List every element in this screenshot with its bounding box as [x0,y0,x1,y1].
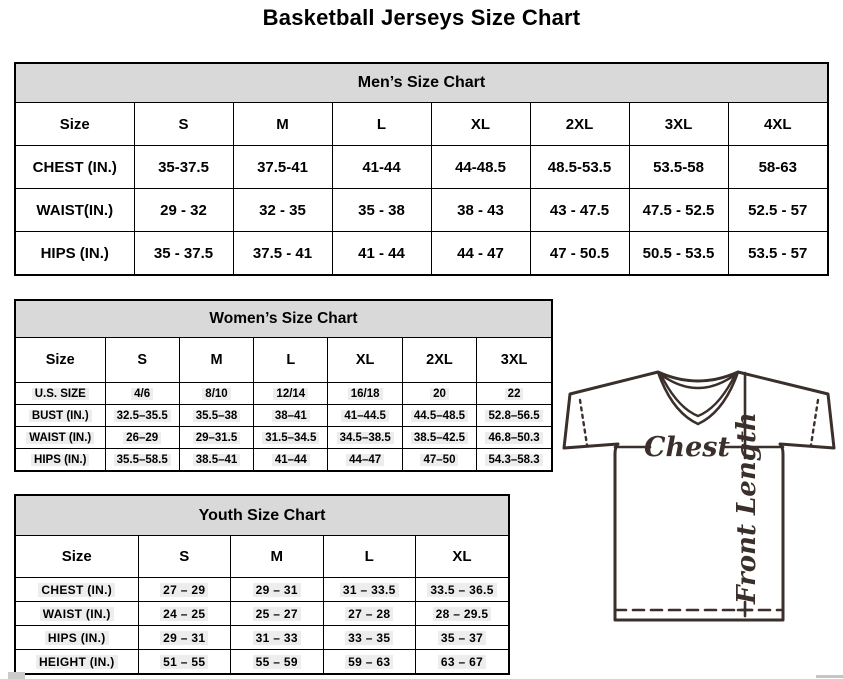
youth-row-0-value-2-text: 31 – 33.5 [340,583,399,597]
youth-size-col-3: XL [416,536,509,578]
men-size-col-0: S [134,103,233,146]
women-size-col-0: S [105,338,179,383]
youth-row-3-value-2-text: 59 – 63 [345,655,393,669]
women-row-3-value-2 [254,449,328,471]
women-row-1-label-text: BUST (IN.) [29,410,92,422]
youth-row-2-value-0 [138,626,231,650]
youth-row-2-value-1 [231,626,324,650]
youth-row-1-label-text: WAIST (IN.) [40,607,114,621]
jersey-measurement-diagram [556,356,843,632]
youth-row-3-label-text: HEIGHT (IN.) [36,655,118,669]
jersey-outline-icon [564,372,834,620]
youth-row-1-value-0-text: 24 – 25 [160,607,208,621]
youth-row-2-value-1-text: 31 – 33 [253,631,301,645]
youth-row-1-value-2-text: 27 – 28 [345,607,393,621]
men-size-header-row [16,103,827,146]
women-row-3-value-2-text: 41–44 [272,454,310,466]
page-edge-artifact-right [816,675,843,678]
women-row-0-value-5-text: 22 [505,388,524,400]
mens-size-chart-header: Men’s Size Chart [16,64,827,103]
women-row-0-value-4 [402,383,476,405]
youth-row-3-value-1 [231,650,324,674]
women-row-1-value-4 [402,405,476,427]
men-size-label: Size [16,103,134,146]
women-row-1-value-0-text: 32.5–35.5 [114,410,171,422]
women-row-1-value-1 [179,405,253,427]
page-title: Basketball Jerseys Size Chart [262,5,581,30]
women-row-1-label [16,405,105,427]
women-row-0-value-4-text: 20 [430,388,449,400]
youth-row-2-value-0-text: 29 – 31 [160,631,208,645]
men-row-0-value-3: 44-48.5 [431,146,530,189]
youth-row-1-value-0 [138,602,231,626]
women-measurement-row-1 [16,405,551,427]
women-row-3-value-5-text: 54.3–58.3 [485,454,542,466]
women-row-0-value-1-text: 8/10 [202,388,230,400]
women-row-2-value-4-text: 38.5–42.5 [411,432,468,444]
youth-size-label: Size [16,536,138,578]
women-row-1-value-2 [254,405,328,427]
men-size-col-4: 2XL [530,103,629,146]
men-row-1-value-6: 52.5 - 57 [728,189,827,232]
women-row-2-value-1 [179,427,253,449]
women-row-2-label [16,427,105,449]
men-row-2-value-0: 35 - 37.5 [134,232,233,275]
women-row-0-value-1 [179,383,253,405]
left-cuff-dash-icon [580,400,587,445]
youth-row-2-value-2 [323,626,416,650]
men-row-2-value-6: 53.5 - 57 [728,232,827,275]
youth-row-3-value-1-text: 55 – 59 [253,655,301,669]
youth-row-0-label [16,578,138,602]
youth-size-col-0: S [138,536,231,578]
youth-row-1-value-2 [323,602,416,626]
women-row-0-label [16,383,105,405]
men-size-col-5: 3XL [629,103,728,146]
women-row-2-value-1-text: 29–31.5 [193,432,241,444]
youth-row-0-value-0-text: 27 – 29 [160,583,208,597]
women-row-2-value-3 [328,427,402,449]
men-row-2-value-5: 50.5 - 53.5 [629,232,728,275]
men-row-1-value-1: 32 - 35 [233,189,332,232]
women-row-1-value-1-text: 35.5–38 [193,410,241,422]
women-row-2-value-4 [402,427,476,449]
mens-size-table [16,103,827,274]
men-row-0-label: CHEST (IN.) [16,146,134,189]
men-size-col-6: 4XL [728,103,827,146]
women-size-col-2: L [254,338,328,383]
men-row-0-value-6: 58-63 [728,146,827,189]
youth-row-2-label-text: HIPS (IN.) [45,631,109,645]
men-row-0-value-1: 37.5-41 [233,146,332,189]
right-cuff-dash-icon [811,400,818,445]
womens-size-chart-header: Women’s Size Chart [16,301,551,338]
women-row-2-value-3-text: 34.5–38.5 [337,432,394,444]
men-row-1-value-4: 43 - 47.5 [530,189,629,232]
women-row-1-value-2-text: 38–41 [272,410,310,422]
youth-row-0-value-1 [231,578,324,602]
chest-label: Chest [644,432,730,463]
women-row-2-value-5-text: 46.8–50.3 [485,432,542,444]
men-row-1-value-5: 47.5 - 52.5 [629,189,728,232]
women-size-col-4: 2XL [402,338,476,383]
men-row-1-value-2: 35 - 38 [332,189,431,232]
women-row-2-value-0-text: 26–29 [123,432,161,444]
men-row-0-value-5: 53.5-58 [629,146,728,189]
men-measurement-row-1 [16,189,827,232]
women-row-1-value-3 [328,405,402,427]
youth-row-2-value-3-text: 35 – 37 [438,631,486,645]
women-row-2-value-5 [477,427,551,449]
youth-measurement-row-3 [16,650,508,674]
women-row-0-value-2 [254,383,328,405]
youth-row-1-value-3 [416,602,509,626]
men-row-1-value-3: 38 - 43 [431,189,530,232]
men-row-0-value-4: 48.5-53.5 [530,146,629,189]
youth-row-1-value-3-text: 28 – 29.5 [433,607,492,621]
women-row-2-value-2 [254,427,328,449]
women-size-label: Size [16,338,105,383]
women-row-0-value-2-text: 12/14 [273,388,308,400]
youth-row-0-value-0 [138,578,231,602]
women-row-2-label-text: WAIST (IN.) [26,432,94,444]
youth-row-3-label [16,650,138,674]
men-row-2-value-2: 41 - 44 [332,232,431,275]
women-row-1-value-0 [105,405,179,427]
men-measurement-row-2 [16,232,827,275]
men-row-0-value-0: 35-37.5 [134,146,233,189]
youth-size-col-2: L [323,536,416,578]
women-row-0-value-3 [328,383,402,405]
women-size-col-3: XL [328,338,402,383]
youth-size-chart [14,494,510,675]
women-row-0-value-3-text: 16/18 [348,388,383,400]
women-row-1-value-3-text: 41–44.5 [341,410,389,422]
men-row-1-label: WAIST(IN.) [16,189,134,232]
youth-row-3-value-2 [323,650,416,674]
men-row-2-value-4: 47 - 50.5 [530,232,629,275]
women-measurement-row-2 [16,427,551,449]
youth-size-header-row [16,536,508,578]
women-measurement-row-3 [16,449,551,471]
women-row-3-label [16,449,105,471]
youth-measurement-row-1 [16,602,508,626]
youth-row-3-value-0-text: 51 – 55 [160,655,208,669]
men-row-0-value-2: 41-44 [332,146,431,189]
youth-row-3-value-3-text: 63 – 67 [438,655,486,669]
men-measurement-row-0 [16,146,827,189]
youth-size-chart-header: Youth Size Chart [16,496,508,536]
womens-size-chart [14,299,553,472]
youth-measurement-row-2 [16,626,508,650]
women-row-0-value-5 [477,383,551,405]
youth-row-1-value-1-text: 25 – 27 [253,607,301,621]
youth-row-0-value-2 [323,578,416,602]
women-row-2-value-0 [105,427,179,449]
youth-size-table [16,536,508,673]
youth-row-0-value-1-text: 29 – 31 [253,583,301,597]
women-row-0-value-0 [105,383,179,405]
youth-measurement-row-0 [16,578,508,602]
women-row-3-value-4 [402,449,476,471]
women-row-3-value-0 [105,449,179,471]
men-row-2-label: HIPS (IN.) [16,232,134,275]
women-row-3-value-1-text: 38.5–41 [193,454,241,466]
mens-size-chart [14,62,829,276]
youth-row-0-value-3-text: 33.5 – 36.5 [427,583,496,597]
women-row-3-value-3 [328,449,402,471]
men-size-col-3: XL [431,103,530,146]
men-row-1-value-0: 29 - 32 [134,189,233,232]
men-size-col-1: M [233,103,332,146]
women-row-0-value-0-text: 4/6 [131,388,153,400]
youth-row-3-value-0 [138,650,231,674]
youth-row-1-value-1 [231,602,324,626]
women-measurement-row-0 [16,383,551,405]
men-row-2-value-3: 44 - 47 [431,232,530,275]
women-size-col-5: 3XL [477,338,551,383]
women-row-0-label-text: U.S. SIZE [32,388,89,400]
women-row-3-value-0-text: 35.5–58.5 [114,454,171,466]
men-row-2-value-1: 37.5 - 41 [233,232,332,275]
women-size-header-row [16,338,551,383]
youth-row-3-value-3 [416,650,509,674]
youth-row-2-value-2-text: 33 – 35 [345,631,393,645]
women-row-3-value-3-text: 44–47 [346,454,384,466]
front-length-label: Front Length [732,412,762,604]
women-row-3-value-1 [179,449,253,471]
youth-row-0-label-text: CHEST (IN.) [38,583,115,597]
youth-row-0-value-3 [416,578,509,602]
women-size-col-1: M [179,338,253,383]
men-size-col-2: L [332,103,431,146]
youth-row-1-label [16,602,138,626]
women-row-3-value-5 [477,449,551,471]
women-row-2-value-2-text: 31.5–34.5 [262,432,319,444]
womens-size-table [16,338,551,470]
women-row-3-label-text: HIPS (IN.) [31,454,89,466]
youth-row-2-value-3 [416,626,509,650]
page-edge-artifact-left [8,672,25,679]
women-row-1-value-4-text: 44.5–48.5 [411,410,468,422]
women-row-1-value-5-text: 52.8–56.5 [485,410,542,422]
women-row-3-value-4-text: 47–50 [420,454,458,466]
youth-row-2-label [16,626,138,650]
women-row-1-value-5 [477,405,551,427]
youth-size-col-1: M [231,536,324,578]
